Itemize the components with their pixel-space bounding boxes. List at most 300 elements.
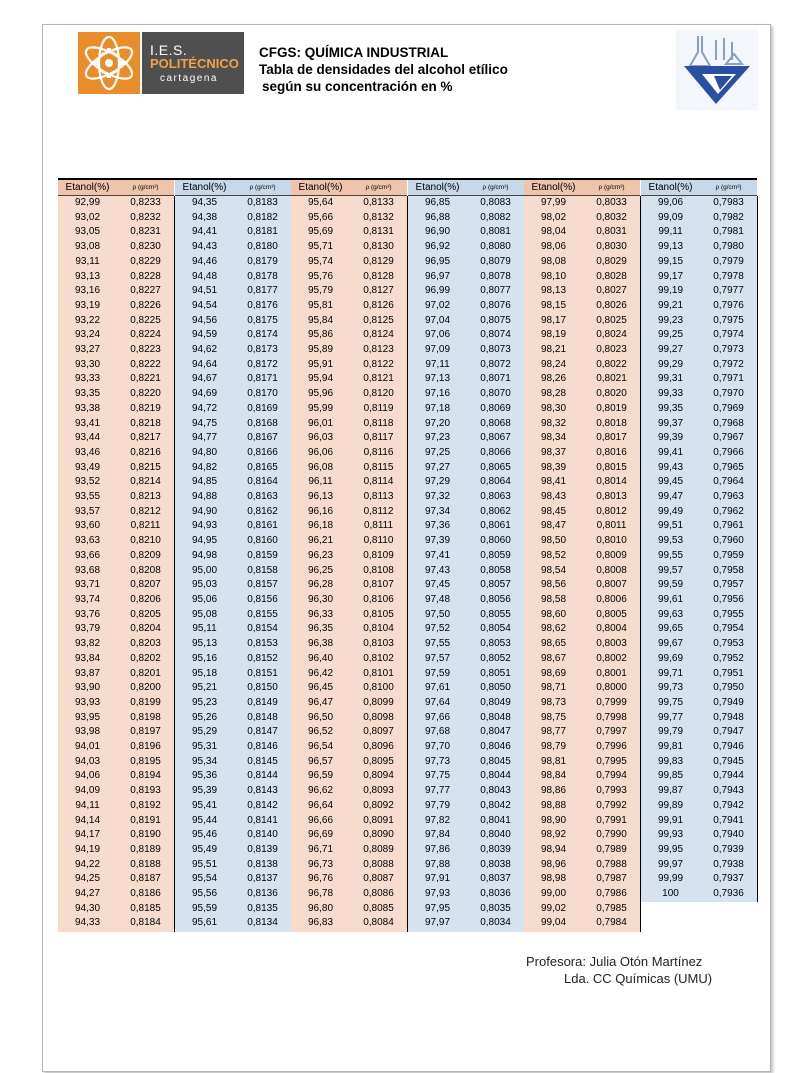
table-row: [291, 211, 407, 226]
table-row: [58, 916, 174, 931]
density-cell: 0,8128: [363, 270, 394, 282]
density-cell: 0,8002: [596, 652, 627, 664]
etanol-cell: 93,90: [74, 682, 101, 694]
etanol-cell: 96,73: [307, 858, 334, 870]
table-row: [408, 255, 524, 270]
density-cell: 0,8196: [130, 741, 161, 753]
density-cell: 0,7997: [596, 726, 627, 738]
density-cell: 0,8022: [596, 358, 627, 370]
density-cell: 0,7938: [713, 858, 744, 870]
table-row: [408, 534, 524, 549]
etanol-cell: 97,39: [424, 535, 451, 547]
etanol-cell: 99,35: [657, 402, 684, 414]
table-row: [408, 769, 524, 784]
etanol-cell: 97,36: [424, 520, 451, 532]
density-cell: 0,8176: [247, 299, 278, 311]
density-cell: 0,8201: [130, 667, 161, 679]
etanol-cell: 94,80: [191, 446, 218, 458]
etanol-cell: 99,63: [657, 608, 684, 620]
table-row: [524, 549, 640, 564]
table-row: [524, 711, 640, 726]
density-cell: 0,8149: [247, 696, 278, 708]
density-cell: 0,8187: [130, 873, 161, 885]
table-row: [175, 475, 291, 490]
table-row: [641, 328, 757, 343]
table-row: [408, 387, 524, 402]
atom-gear-icon: [78, 32, 140, 94]
etanol-cell: 99,91: [657, 814, 684, 826]
density-cell: 0,8064: [480, 476, 511, 488]
density-cell: 0,7996: [596, 741, 627, 753]
etanol-cell: 98,92: [540, 829, 567, 841]
density-cell: 0,7987: [596, 873, 627, 885]
density-cell: 0,8004: [596, 623, 627, 635]
table-row: [641, 270, 757, 285]
density-cell: 0,7943: [713, 785, 744, 797]
etanol-cell: 99,17: [657, 270, 684, 282]
density-cell: 0,8068: [480, 417, 511, 429]
etanol-cell: 99,61: [657, 593, 684, 605]
etanol-cell: 97,41: [424, 549, 451, 561]
table-row: [58, 814, 174, 829]
etanol-cell: 99,99: [657, 873, 684, 885]
etanol-cell: 96,83: [307, 917, 334, 929]
density-cell: 0,8231: [130, 226, 161, 238]
table-row: [58, 652, 174, 667]
etanol-cell: 99,29: [657, 358, 684, 370]
table-row: [58, 667, 174, 682]
table-row: [641, 814, 757, 829]
etanol-cell: 96,76: [307, 873, 334, 885]
etanol-cell: 99,09: [657, 211, 684, 223]
table-row: [408, 196, 524, 211]
etanol-cell: 95,11: [192, 623, 217, 635]
density-cell: 0,8092: [363, 799, 394, 811]
table-row: [524, 225, 640, 240]
etanol-cell: 97,20: [424, 417, 451, 429]
table-row: [524, 564, 640, 579]
table-row: [291, 284, 407, 299]
etanol-cell: 98,26: [540, 373, 567, 385]
etanol-cell: 93,05: [74, 226, 101, 238]
etanol-cell: 99,87: [657, 785, 684, 797]
table-row: [175, 814, 291, 829]
etanol-cell: 97,16: [424, 388, 451, 400]
density-cell: 0,7956: [713, 593, 744, 605]
etanol-cell: 96,78: [307, 888, 334, 900]
density-cell: 0,8185: [130, 902, 161, 914]
table-row: [641, 622, 757, 637]
etanol-cell: 93,76: [74, 608, 101, 620]
etanol-cell: 98,10: [540, 270, 567, 282]
etanol-cell: 99,89: [657, 799, 684, 811]
density-cell: 0,8074: [480, 329, 511, 341]
etanol-cell: 99,73: [657, 682, 684, 694]
table-row: [641, 667, 757, 682]
header-density: ρ (g/cm³): [598, 184, 625, 191]
density-cell: 0,7951: [713, 667, 744, 679]
density-cell: 0,7994: [596, 770, 627, 782]
etanol-cell: 94,17: [74, 829, 101, 841]
etanol-cell: 98,28: [540, 388, 567, 400]
etanol-cell: 94,98: [191, 549, 218, 561]
etanol-cell: 93,87: [74, 667, 101, 679]
etanol-cell: 97,77: [424, 785, 451, 797]
density-cell: 0,8148: [247, 711, 278, 723]
density-cell: 0,7995: [596, 755, 627, 767]
table-row: [641, 284, 757, 299]
density-cell: 0,8040: [480, 829, 511, 841]
etanol-cell: 97,45: [424, 579, 451, 591]
etanol-cell: 95,84: [307, 314, 334, 326]
density-cell: 0,8089: [363, 843, 394, 855]
table-row: [175, 622, 291, 637]
etanol-cell: 94,67: [191, 373, 218, 385]
table-row: [524, 343, 640, 358]
density-cell: 0,8037: [480, 873, 511, 885]
density-cell: 0,8107: [363, 579, 394, 591]
density-cell: 0,8132: [363, 211, 394, 223]
etanol-cell: 93,57: [74, 505, 101, 517]
density-cell: 0,8160: [247, 535, 278, 547]
table-body: [641, 196, 758, 902]
header-etanol: Etanol(%): [65, 182, 110, 193]
density-cell: 0,8229: [130, 255, 161, 267]
density-cell: 0,8050: [480, 682, 511, 694]
table-row: [524, 446, 640, 461]
table-header: [524, 180, 640, 196]
table-row: [641, 431, 757, 446]
etanol-cell: 95,74: [307, 255, 334, 267]
etanol-cell: 98,50: [540, 535, 567, 547]
density-cell: 0,8125: [363, 314, 394, 326]
density-cell: 0,8233: [130, 197, 161, 208]
density-cell: 0,7980: [713, 241, 744, 253]
etanol-cell: 94,06: [74, 770, 101, 782]
density-cell: 0,8143: [247, 785, 278, 797]
etanol-cell: 94,56: [191, 314, 218, 326]
table-row: [524, 681, 640, 696]
table-row: [291, 769, 407, 784]
density-cell: 0,8053: [480, 638, 511, 650]
etanol-cell: 99,49: [657, 505, 684, 517]
density-table: [58, 178, 757, 929]
etanol-cell: 93,16: [74, 285, 101, 297]
etanol-cell: 97,95: [424, 902, 451, 914]
density-cell: 0,8207: [130, 579, 161, 591]
density-cell: 0,8042: [480, 799, 511, 811]
density-cell: 0,8071: [480, 373, 511, 385]
etanol-cell: 99,31: [657, 373, 684, 385]
table-row: [175, 652, 291, 667]
density-cell: 0,8103: [363, 638, 394, 650]
density-cell: 0,8083: [480, 197, 511, 208]
table-row: [408, 637, 524, 652]
density-cell: 0,8006: [596, 593, 627, 605]
etanol-cell: 98,19: [540, 329, 567, 341]
etanol-cell: 96,35: [307, 623, 334, 635]
etanol-cell: 96,06: [307, 446, 334, 458]
etanol-cell: 97,82: [424, 814, 451, 826]
etanol-cell: 96,08: [307, 461, 334, 473]
density-cell: 0,8084: [363, 917, 394, 929]
table-row: [58, 828, 174, 843]
table-row: [291, 681, 407, 696]
density-cell: 0,8023: [596, 344, 627, 356]
table-row: [641, 887, 757, 902]
etanol-cell: 99,15: [657, 255, 684, 267]
table-row: [58, 578, 174, 593]
etanol-cell: 94,69: [191, 388, 218, 400]
etanol-cell: 97,18: [424, 402, 451, 414]
etanol-cell: 99,21: [657, 299, 684, 311]
etanol-cell: 99,37: [657, 417, 684, 429]
etanol-cell: 98,21: [540, 344, 567, 356]
density-cell: 0,8119: [363, 402, 394, 414]
table-row: [641, 652, 757, 667]
density-cell: 0,7965: [713, 461, 744, 473]
etanol-cell: 95,49: [191, 843, 218, 855]
etanol-cell: 94,59: [191, 329, 218, 341]
etanol-cell: 99,41: [657, 446, 684, 458]
table-row: [408, 402, 524, 417]
etanol-cell: 99,67: [657, 638, 684, 650]
density-cell: 0,8030: [596, 241, 627, 253]
density-cell: 0,8021: [596, 373, 627, 385]
title-line-2: Tabla de densidades del alcohol etílico: [259, 62, 508, 77]
etanol-cell: 96,69: [307, 829, 334, 841]
professor-name: Profesora: Julia Otón Martínez: [526, 954, 703, 969]
logo-text-panel: [142, 32, 244, 94]
density-cell: 0,8179: [247, 255, 278, 267]
table-row: [291, 417, 407, 432]
density-cell: 0,8191: [130, 814, 161, 826]
table-row: [175, 769, 291, 784]
density-cell: 0,8076: [480, 299, 511, 311]
etanol-cell: 93,55: [74, 491, 101, 503]
density-cell: 0,7991: [596, 814, 627, 826]
table-row: [175, 534, 291, 549]
table-row: [291, 755, 407, 770]
density-cell: 0,8032: [596, 211, 627, 223]
table-row: [408, 225, 524, 240]
etanol-cell: 98,77: [540, 726, 567, 738]
density-cell: 0,7999: [596, 696, 627, 708]
density-cell: 0,8115: [363, 461, 394, 473]
table-row: [408, 902, 524, 917]
etanol-cell: 98,37: [540, 446, 567, 458]
density-cell: 0,8153: [247, 638, 278, 650]
etanol-cell: 96,33: [307, 608, 334, 620]
density-cell: 0,8106: [363, 593, 394, 605]
table-row: [641, 637, 757, 652]
etanol-cell: 97,48: [424, 593, 451, 605]
table-row: [408, 652, 524, 667]
table-row: [291, 461, 407, 476]
etanol-cell: 95,76: [307, 270, 334, 282]
etanol-cell: 94,75: [191, 417, 218, 429]
table-row: [291, 725, 407, 740]
etanol-cell: 93,84: [74, 652, 101, 664]
density-cell: 0,7944: [713, 770, 744, 782]
etanol-cell: 98,81: [540, 755, 567, 767]
density-cell: 0,8212: [130, 505, 161, 517]
density-cell: 0,8019: [596, 402, 627, 414]
density-cell: 0,8035: [480, 902, 511, 914]
etanol-cell: 95,39: [191, 785, 218, 797]
density-cell: 0,8034: [480, 917, 511, 929]
etanol-cell: 93,24: [74, 329, 101, 341]
header-density: ρ (g/cm³): [249, 184, 276, 191]
table-row: [291, 431, 407, 446]
etanol-cell: 96,21: [307, 535, 334, 547]
etanol-cell: 96,40: [307, 652, 334, 664]
density-cell: 0,8136: [247, 888, 278, 900]
etanol-cell: 98,34: [540, 432, 567, 444]
etanol-cell: 99,77: [657, 711, 684, 723]
table-row: [58, 740, 174, 755]
table-row: [408, 872, 524, 887]
etanol-cell: 99,04: [540, 917, 567, 929]
table-row: [524, 740, 640, 755]
etanol-cell: 96,42: [307, 667, 334, 679]
density-cell: 0,7958: [713, 564, 744, 576]
etanol-cell: 95,89: [307, 344, 334, 356]
density-cell: 0,7937: [713, 873, 744, 885]
etanol-cell: 98,62: [540, 623, 567, 635]
density-cell: 0,8189: [130, 843, 161, 855]
table-row: [291, 784, 407, 799]
etanol-cell: 99,02: [540, 902, 567, 914]
table-header: [58, 180, 174, 196]
etanol-cell: 98,96: [540, 858, 567, 870]
density-cell: 0,8007: [596, 579, 627, 591]
etanol-cell: 97,52: [424, 623, 451, 635]
table-row: [175, 519, 291, 534]
table-row: [408, 343, 524, 358]
etanol-cell: 98,24: [540, 358, 567, 370]
density-cell: 0,8008: [596, 564, 627, 576]
etanol-cell: 98,69: [540, 667, 567, 679]
density-cell: 0,7942: [713, 799, 744, 811]
etanol-cell: 99,27: [657, 344, 684, 356]
etanol-cell: 96,64: [307, 799, 334, 811]
table-row: [58, 255, 174, 270]
etanol-cell: 99,81: [657, 741, 684, 753]
density-cell: 0,8101: [363, 667, 394, 679]
table-row: [58, 696, 174, 711]
table-row: [175, 446, 291, 461]
etanol-cell: 94,82: [191, 461, 218, 473]
etanol-cell: 99,23: [657, 314, 684, 326]
etanol-cell: 99,83: [657, 755, 684, 767]
density-cell: 0,8145: [247, 755, 278, 767]
etanol-cell: 95,61: [191, 917, 218, 929]
etanol-cell: 94,93: [191, 520, 218, 532]
table-row: [641, 696, 757, 711]
density-cell: 0,8095: [363, 755, 394, 767]
etanol-cell: 97,06: [424, 329, 451, 341]
table-row: [641, 372, 757, 387]
density-cell: 0,8096: [363, 741, 394, 753]
density-cell: 0,8154: [247, 623, 278, 635]
density-cell: 0,7961: [713, 520, 744, 532]
table-row: [524, 475, 640, 490]
density-cell: 0,8049: [480, 696, 511, 708]
etanol-cell: 98,32: [540, 417, 567, 429]
table-row: [641, 240, 757, 255]
table-row: [641, 711, 757, 726]
etanol-cell: 98,98: [540, 873, 567, 885]
density-cell: 0,7953: [713, 638, 744, 650]
etanol-cell: 93,63: [74, 535, 101, 547]
table-row: [175, 667, 291, 682]
etanol-cell: 99,06: [657, 197, 684, 208]
density-cell: 0,7950: [713, 682, 744, 694]
table-row: [291, 916, 407, 931]
density-cell: 0,8109: [363, 549, 394, 561]
table-body: [58, 196, 175, 932]
table-row: [408, 417, 524, 432]
table-row: [291, 387, 407, 402]
professor-degree: Lda. CC Químicas (UMU): [564, 971, 713, 986]
density-cell: 0,8195: [130, 755, 161, 767]
density-cell: 0,8111: [363, 520, 394, 532]
etanol-cell: 96,16: [307, 505, 334, 517]
table-row: [641, 799, 757, 814]
table-row: [58, 725, 174, 740]
density-cell: 0,8204: [130, 623, 161, 635]
etanol-cell: 93,82: [74, 638, 101, 650]
density-cell: 0,8230: [130, 241, 161, 253]
etanol-cell: 96,92: [424, 241, 451, 253]
density-cell: 0,7966: [713, 446, 744, 458]
table-row: [291, 255, 407, 270]
density-cell: 0,8225: [130, 314, 161, 326]
table-row: [175, 843, 291, 858]
table-row: [58, 461, 174, 476]
etanol-cell: 95,86: [307, 329, 334, 341]
title-line-1: CFGS: QUÍMICA INDUSTRIAL: [259, 45, 449, 60]
etanol-cell: 97,64: [424, 696, 451, 708]
density-cell: 0,8013: [596, 491, 627, 503]
density-cell: 0,8146: [247, 741, 278, 753]
density-cell: 0,8170: [247, 388, 278, 400]
table-row: [58, 343, 174, 358]
table-row: [175, 916, 291, 931]
table-row: [175, 887, 291, 902]
density-cell: 0,8055: [480, 608, 511, 620]
etanol-cell: 93,02: [74, 211, 101, 223]
table-row: [175, 696, 291, 711]
table-row: [641, 784, 757, 799]
table-row: [524, 328, 640, 343]
density-cell: 0,8206: [130, 593, 161, 605]
table-row: [524, 270, 640, 285]
table-row: [291, 564, 407, 579]
density-cell: 0,7947: [713, 726, 744, 738]
table-row: [524, 387, 640, 402]
table-row: [291, 828, 407, 843]
etanol-cell: 98,52: [540, 549, 567, 561]
table-row: [58, 211, 174, 226]
etanol-cell: 95,03: [191, 579, 218, 591]
density-cell: 0,7969: [713, 402, 744, 414]
etanol-cell: 95,36: [191, 770, 218, 782]
table-row: [408, 328, 524, 343]
table-row: [524, 211, 640, 226]
table-row: [408, 461, 524, 476]
